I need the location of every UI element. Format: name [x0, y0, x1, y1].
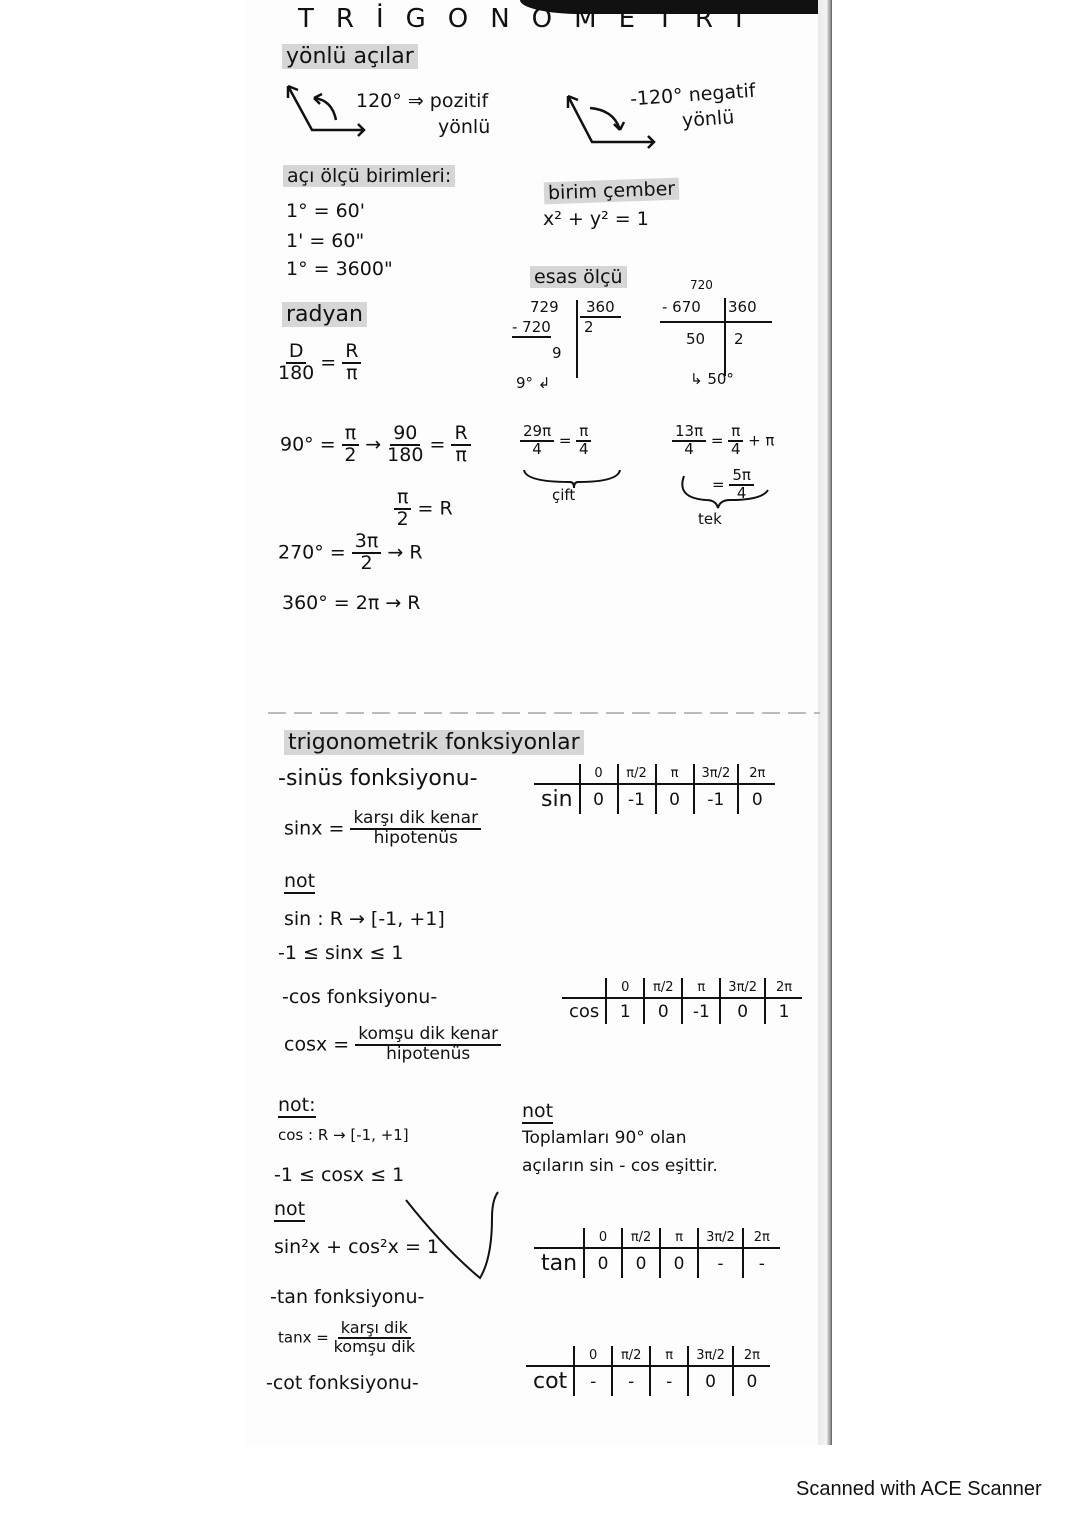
angle-header: π/2 [644, 978, 682, 998]
angle-header: 0 [606, 978, 644, 998]
table-cell: - [698, 1248, 743, 1278]
table-cell: - [612, 1366, 650, 1396]
cot-heading: -cot fonksiyonu- [266, 1372, 419, 1394]
angle-header: π/2 [622, 1228, 660, 1248]
cos-note-line: -1 ≤ cosx ≤ 1 [274, 1164, 405, 1186]
angle-unit-line: 1° = 60' [286, 200, 365, 222]
trig-functions-heading: trigonometrik fonksiyonlar [284, 730, 584, 755]
table-cell: 1 [765, 998, 802, 1024]
table-cell: -1 [682, 998, 720, 1024]
radian-heading: radyan [282, 302, 367, 327]
table-cell: 0 [660, 1248, 698, 1278]
even-label: çift [552, 486, 576, 504]
page-title: TRİGONOMETRİ [298, 4, 765, 34]
table-cell: -1 [694, 784, 739, 814]
angle-header: π [682, 978, 720, 998]
sin-heading: -sinüs fonksiyonu- [278, 766, 478, 791]
principal-measure-heading: esas ölçü [530, 266, 627, 288]
tan-value-table [534, 1228, 780, 1278]
unit-circle-equation: x² + y² = 1 [543, 208, 649, 230]
table-cell: 1 [606, 998, 644, 1024]
radian-example-270: 270° = $\frac{3\pi}{2}$ → R [278, 530, 423, 574]
cos-note-heading: not: [278, 1094, 316, 1116]
subtrahend: - 720 [512, 318, 551, 336]
complement-note-heading: not [522, 1100, 554, 1122]
division-bar [724, 298, 726, 376]
identity-note-heading: not [274, 1198, 306, 1220]
negative-angle-label: yönlü [681, 106, 735, 132]
division-result: 9° ↲ [516, 374, 551, 392]
page-edge-shadow [818, 0, 832, 1445]
table-cell: - [743, 1248, 780, 1278]
quotient: 2 [734, 330, 744, 348]
table-cell: 0 [688, 1366, 733, 1396]
complement-note-line: açıların sin - cos eşittir. [522, 1156, 718, 1176]
angle-header: 3π/2 [694, 764, 739, 784]
brace-icon [676, 474, 776, 514]
odd-example-result: = $\frac{5\pi}{4}$ [712, 468, 754, 502]
angle-header: π/2 [612, 1346, 650, 1366]
table-cell: 0 [644, 998, 682, 1024]
angle-header: 3π/2 [720, 978, 765, 998]
angle-header: π [656, 764, 694, 784]
dividend: 729 [530, 298, 559, 316]
divisor: 360 [580, 298, 621, 318]
cot-value-table [526, 1346, 770, 1396]
angle-header: 0 [584, 1228, 622, 1248]
radian-formula: $\frac{D}{180}$ = $\frac{R}{\pi}$ [278, 342, 361, 384]
quotient: 2 [584, 318, 594, 336]
odd-example: $\frac{13\pi}{4}$ = $\frac{\pi}{4}$ + π [672, 424, 774, 458]
angle-header: π/2 [618, 764, 656, 784]
side-note: 720 [690, 278, 713, 292]
angle-header: 2π [738, 764, 775, 784]
table-cell: 0 [584, 1248, 622, 1278]
tan-definition: tanx = $\frac{\text{karşı dik}}{\text{komşu dik}}$ [278, 1318, 416, 1356]
angle-header: 2π [765, 978, 802, 998]
radian-example-360: 360° = 2π → R [282, 592, 421, 614]
cos-note-line: cos : R → [-1, +1] [278, 1126, 409, 1144]
tan-heading: -tan fonksiyonu- [270, 1286, 425, 1308]
table-cell: -1 [618, 784, 656, 814]
division-bar [576, 300, 578, 378]
division-line [660, 321, 772, 323]
row-label: cos [569, 1001, 600, 1022]
radian-example-90-result: $\frac{\pi}{2}$ = R [394, 488, 453, 530]
dividend: - 670 [662, 298, 701, 316]
remainder: 9 [552, 344, 562, 362]
positive-angle-label: yönlü [438, 116, 491, 138]
table-cell: 0 [622, 1248, 660, 1278]
angle-header: 3π/2 [698, 1228, 743, 1248]
table-cell: - [650, 1366, 688, 1396]
cos-definition: cosx = $\frac{\text{komşu dik kenar}}{\text{hipotenüs}}$ [284, 1026, 501, 1064]
sin-note-line: -1 ≤ sinx ≤ 1 [278, 942, 404, 964]
complement-note-line: Toplamları 90° olan [522, 1128, 687, 1148]
row-label: tan [541, 1251, 578, 1276]
odd-label: tek [698, 510, 722, 528]
table-cell: 0 [580, 784, 618, 814]
negative-angle-value: -120° negatif [629, 79, 757, 111]
table-cell: - [574, 1366, 612, 1396]
sin-definition: sinx = $\frac{\text{karşı dik kenar}}{\text{hipotenüs}}$ [284, 810, 481, 848]
angle-header: 0 [574, 1346, 612, 1366]
directed-angles-heading: yönlü açılar [282, 44, 418, 69]
angle-header: 0 [580, 764, 618, 784]
scanner-watermark: Scanned with ACE Scanner [796, 1478, 1042, 1500]
angle-header: 2π [743, 1228, 780, 1248]
remainder: 50 [686, 330, 706, 348]
angle-units-heading: açı ölçü birimleri: [283, 165, 455, 187]
sin-note-heading: not [284, 870, 316, 892]
sin-note-line: sin : R → [-1, +1] [284, 908, 445, 930]
angle-header: 2π [733, 1346, 770, 1366]
positive-angle-value: 120° ⇒ pozitif [356, 90, 489, 112]
table-cell: 0 [733, 1366, 770, 1396]
angle-header: π [660, 1228, 698, 1248]
even-example: $\frac{29\pi}{4}$ = $\frac{\pi}{4}$ [520, 424, 591, 458]
page-fold-line [268, 712, 820, 714]
cos-value-table [562, 978, 802, 1024]
divisor: 360 [728, 298, 757, 316]
angle-unit-line: 1° = 3600" [286, 258, 393, 280]
row-label: sin [541, 787, 573, 812]
sin-value-table [534, 764, 775, 814]
angle-unit-line: 1' = 60" [286, 230, 365, 252]
division-result: ↳ 50° [690, 370, 734, 388]
unit-circle-heading: birim çember [544, 178, 680, 205]
table-cell: 0 [720, 998, 765, 1024]
identity-note-line: sin²x + cos²x = 1 [274, 1236, 439, 1258]
row-label: cot [533, 1369, 568, 1394]
radian-example-90: 90° = $\frac{\pi}{2}$ → $\frac{90}{180}$ = $\frac{R}{\pi}$ [280, 424, 471, 466]
angle-header: 3π/2 [688, 1346, 733, 1366]
table-cell: 0 [738, 784, 775, 814]
angle-header: π [650, 1346, 688, 1366]
cos-heading: -cos fonksiyonu- [282, 986, 438, 1008]
table-cell: 0 [656, 784, 694, 814]
checkmark-icon [404, 1188, 504, 1288]
